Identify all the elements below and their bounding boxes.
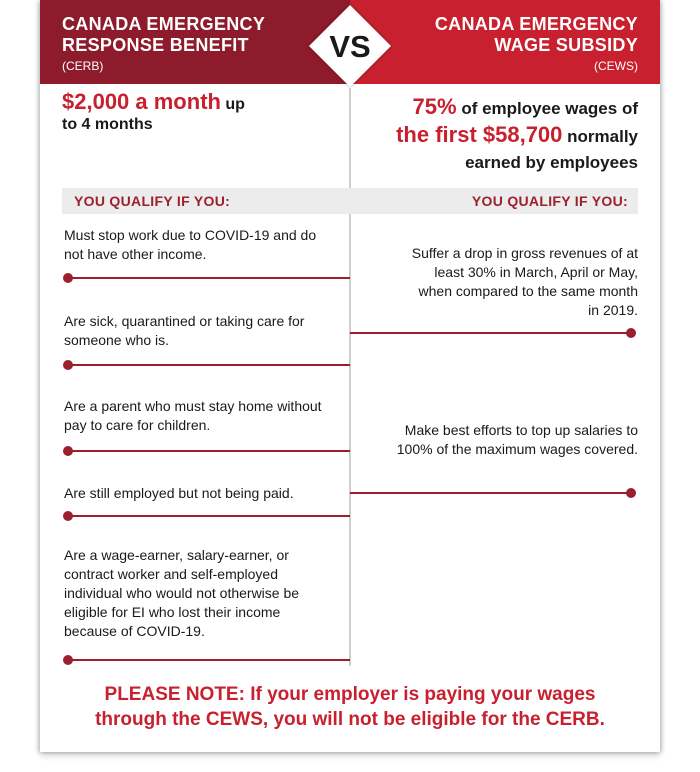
cerb-criterion: Are sick, quarantined or taking care for someone who is. [64,313,305,348]
cerb-header [40,0,350,84]
cerb-criterion-rule [68,515,350,517]
cerb-criterion: Are a wage-earner, salary-earner, or contract worker and self-employed individual who would not otherwise be eligible for EI who lost their income because of COVID-19. [64,547,300,639]
cews-criterion-rule [350,492,632,494]
cerb-criterion-dot [63,360,73,370]
cerb-criterion-rule [68,659,350,661]
cerb-criterion-dot [63,273,73,283]
cerb-criterion-dot [63,446,73,456]
comparison-infographic [40,0,660,752]
cerb-duration: to 4 months [62,116,153,133]
cerb-amount-suffix: up [225,96,245,113]
cews-abbreviation: (CEWS) [594,59,638,73]
cews-line3: earned by employees [465,153,638,172]
cews-percent: 75% [412,94,457,119]
cews-line2: normally [567,127,638,146]
cerb-benefit [62,89,332,135]
cews-wage-cap: the first $58,700 [396,122,563,147]
cews-qualify-heading: YOU QUALIFY IF YOU: [350,188,638,214]
cerb-criterion-rule [68,450,350,452]
cews-header [350,0,660,84]
cews-criterion-rule [350,332,632,334]
cerb-criterion: Are still employed but not being paid. [64,485,294,501]
cerb-amount: $2,000 a month [62,89,221,114]
cerb-criterion-rule [68,364,350,366]
cerb-criterion: Are a parent who must stay home without pay to care for children. [64,398,322,433]
cerb-criterion-rule [68,277,350,279]
cews-criterion: Make best efforts to top up salaries to 100% of the maximum wages covered. [396,422,638,457]
cews-criterion: Suffer a drop in gross revenues of at least 30% in March, April or May, when compared to the same month in 2019. [411,245,638,318]
cerb-criterion: Must stop work due to COVID-19 and do not have other income. [64,227,317,262]
cews-title: CANADA EMERGENCY WAGE SUBSIDY [434,14,638,55]
cews-criterion-dot [626,328,636,338]
cews-benefit [348,94,638,176]
cews-line1: of employee wages of [461,99,638,118]
cerb-abbreviation: (CERB) [62,59,104,73]
vs-label: VS [329,29,371,64]
cerb-criterion-dot [63,655,73,665]
cews-criterion-dot [626,488,636,498]
eligibility-note: PLEASE NOTE: If your employer is paying your wages through the CEWS, you will not be eligible for the CERB. [95,684,605,730]
cerb-criterion-dot [63,511,73,521]
cerb-title: CANADA EMERGENCY RESPONSE BENEFIT [62,14,266,55]
cerb-qualify-heading: YOU QUALIFY IF YOU: [62,188,350,214]
